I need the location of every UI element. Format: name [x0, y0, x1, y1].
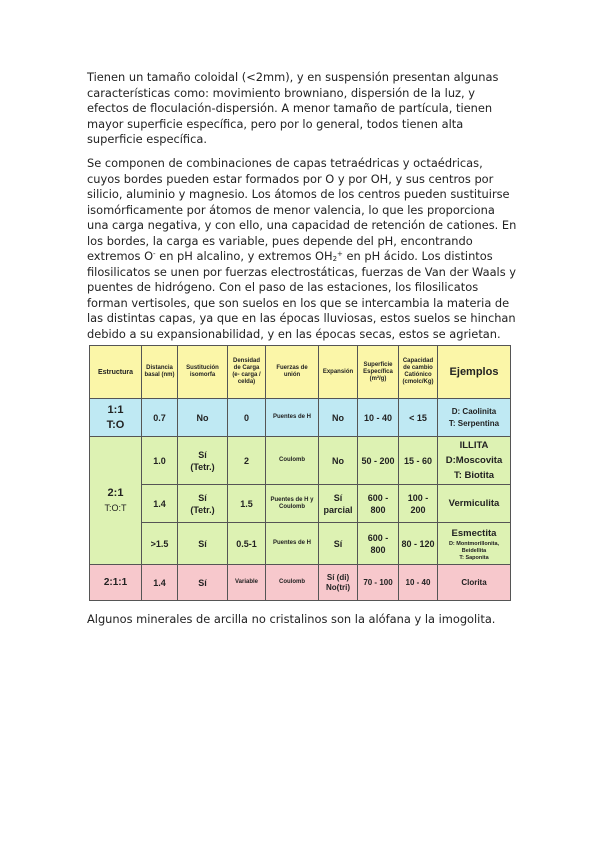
- cell-densidad: 0: [228, 399, 266, 437]
- cell-superficie: 10 - 40: [358, 399, 399, 437]
- estructura-layers: T:O:T: [104, 502, 127, 513]
- cell-sustitucion: Sí: [178, 565, 228, 601]
- example-2: T: Serpentina: [448, 418, 500, 428]
- cell-distancia: 1.4: [142, 565, 178, 601]
- cell-expansion: No: [319, 437, 358, 485]
- example-3: T: Biotita: [453, 470, 495, 481]
- paragraph-composition-part-b: en pH alcalino, y extremos OH: [155, 249, 333, 263]
- example-2: D:Moscovita: [445, 455, 503, 466]
- header-densidad: Densidad de Carga (e- carga / celda): [228, 346, 266, 399]
- expansion-note: parcial: [323, 504, 353, 515]
- cell-fuerzas: Puentes de H: [266, 399, 319, 437]
- cell-distancia: >1.5: [142, 523, 178, 565]
- table-header-row: [90, 346, 511, 399]
- example-3: T: Saponita: [459, 554, 489, 561]
- cell-ejemplos: [438, 437, 511, 485]
- cell-capacidad: < 15: [399, 399, 438, 437]
- cell-distancia: 0.7: [142, 399, 178, 437]
- sustitucion-value: Sí: [198, 492, 207, 503]
- paragraph-composition: [87, 156, 519, 342]
- cell-densidad: 0.5-1: [228, 523, 266, 565]
- cell-distancia: 1.4: [142, 485, 178, 523]
- paragraph-composition-part-c: en pH ácido. Los distintos filosilicatos se unen por fuerzas electrostáticas, fuerzas de Van der Waals y puentes de hidrógeno. Con el paso de las estaciones, los filosilicatos forman vertisoles, que son suelos en los que se intercambia la materia de las distintas capas, ya que en las épocas lluviosas, estos suelos se hinchan debido a su expansionabilidad, y en las épocas secas, estos se agrietan.: [87, 249, 517, 341]
- cell-estructura: 2:1:1: [90, 565, 142, 601]
- cell-ejemplos: [438, 399, 511, 437]
- cell-sustitucion: No: [178, 399, 228, 437]
- table-row: [90, 437, 511, 485]
- clay-minerals-table: [89, 345, 511, 601]
- cell-fuerzas: Puentes de H: [266, 523, 319, 565]
- table-row: [90, 523, 511, 565]
- header-capacidad: Capacidad de cambio Catiónico (cmolc/Kg): [399, 346, 438, 399]
- header-ejemplos: Ejemplos: [438, 346, 511, 399]
- sustitucion-note: (Tetr.): [190, 461, 215, 472]
- example-2: D: Montmorillonita, Beidellita: [448, 540, 500, 554]
- example-1: Esmectita: [451, 527, 497, 539]
- cell-sustitucion: [178, 437, 228, 485]
- header-distancia: Distancia basal (nm): [142, 346, 178, 399]
- header-expansion: Expansión: [319, 346, 358, 399]
- sustitucion-value: Sí: [198, 449, 207, 460]
- superscript-minus: -: [153, 250, 156, 258]
- example-1: ILLITA: [459, 440, 489, 451]
- cell-fuerzas: Coulomb: [266, 565, 319, 601]
- cell-estructura: [90, 437, 142, 565]
- example-1: Clorita: [461, 577, 487, 587]
- table-row: [90, 399, 511, 437]
- cell-capacidad: 10 - 40: [399, 565, 438, 601]
- table-row: [90, 485, 511, 523]
- cell-expansion: Sí: [319, 523, 358, 565]
- cell-capacidad: 80 - 120: [399, 523, 438, 565]
- cell-densidad: 2: [228, 437, 266, 485]
- estructura-ratio: 1:1: [107, 403, 124, 416]
- paragraph-non-crystalline: Algunos minerales de arcilla no cristalinos son la alófana y la imogolita.: [87, 612, 496, 626]
- estructura-layers: T:O: [106, 418, 125, 431]
- cell-expansion: [319, 485, 358, 523]
- header-sustitucion: Sustitución isomorfa: [178, 346, 228, 399]
- superscript-plus: +: [337, 250, 343, 258]
- cell-sustitucion: [178, 485, 228, 523]
- example-1: Vermiculita: [448, 498, 500, 509]
- cell-ejemplos: [438, 485, 511, 523]
- example-1: D: Caolinita: [451, 406, 497, 416]
- cell-expansion: [319, 565, 358, 601]
- subscript-two: 2: [332, 255, 338, 263]
- cell-superficie: 70 - 100: [358, 565, 399, 601]
- cell-superficie: 50 - 200: [358, 437, 399, 485]
- estructura-ratio: 2:1: [107, 486, 124, 499]
- expansion-value: Sí (di): [326, 572, 350, 582]
- paragraph-composition-part-a: Se componen de combinaciones de capas tetraédricas y octaédricas, cuyos bordes pueden estar formados por O y por OH, y sus centros por silicio, aluminio y magnesio. Los átomos de los centros pueden sustituirse isomórficamente por átomos de menor valencia, lo que les proporciona una carga negativa, y con ello, una capacidad de retención de cationes. En los bordes, la carga es variable, pues depende del pH, encontrando extremos O: [87, 156, 517, 263]
- cell-sustitucion: Sí: [178, 523, 228, 565]
- cell-capacidad: 100 - 200: [399, 485, 438, 523]
- cell-fuerzas: Puentes de H y Coulomb: [266, 485, 319, 523]
- cell-ejemplos: [438, 523, 511, 565]
- cell-superficie: 600 - 800: [358, 485, 399, 523]
- sustitucion-note: (Tetr.): [190, 504, 215, 515]
- cell-densidad: 1.5: [228, 485, 266, 523]
- table-row: [90, 565, 511, 601]
- cell-distancia: 1.0: [142, 437, 178, 485]
- expansion-value: Sí: [333, 492, 343, 503]
- cell-expansion: No: [319, 399, 358, 437]
- cell-ejemplos: [438, 565, 511, 601]
- header-fuerzas: Fuerzas de unión: [266, 346, 319, 399]
- header-estructura: Estructura: [90, 346, 142, 399]
- cell-capacidad: 15 - 60: [399, 437, 438, 485]
- cell-fuerzas: Coulomb: [266, 437, 319, 485]
- cell-superficie: 600 - 800: [358, 523, 399, 565]
- paragraph-intro: Tienen un tamaño coloidal (<2mm), y en suspensión presentan algunas características como: movimiento browniano, dispersión de la luz, y efectos de floculación-dispersión. A menor tamaño de partícula, tienen mayor superficie específica, pero por lo general, todos tienen alta superficie específica.: [87, 70, 499, 146]
- header-superficie: Superficie Específica (m²/g): [358, 346, 399, 399]
- cell-estructura: [90, 399, 142, 437]
- expansion-note: No(tri): [326, 582, 350, 592]
- cell-densidad: Variable: [228, 565, 266, 601]
